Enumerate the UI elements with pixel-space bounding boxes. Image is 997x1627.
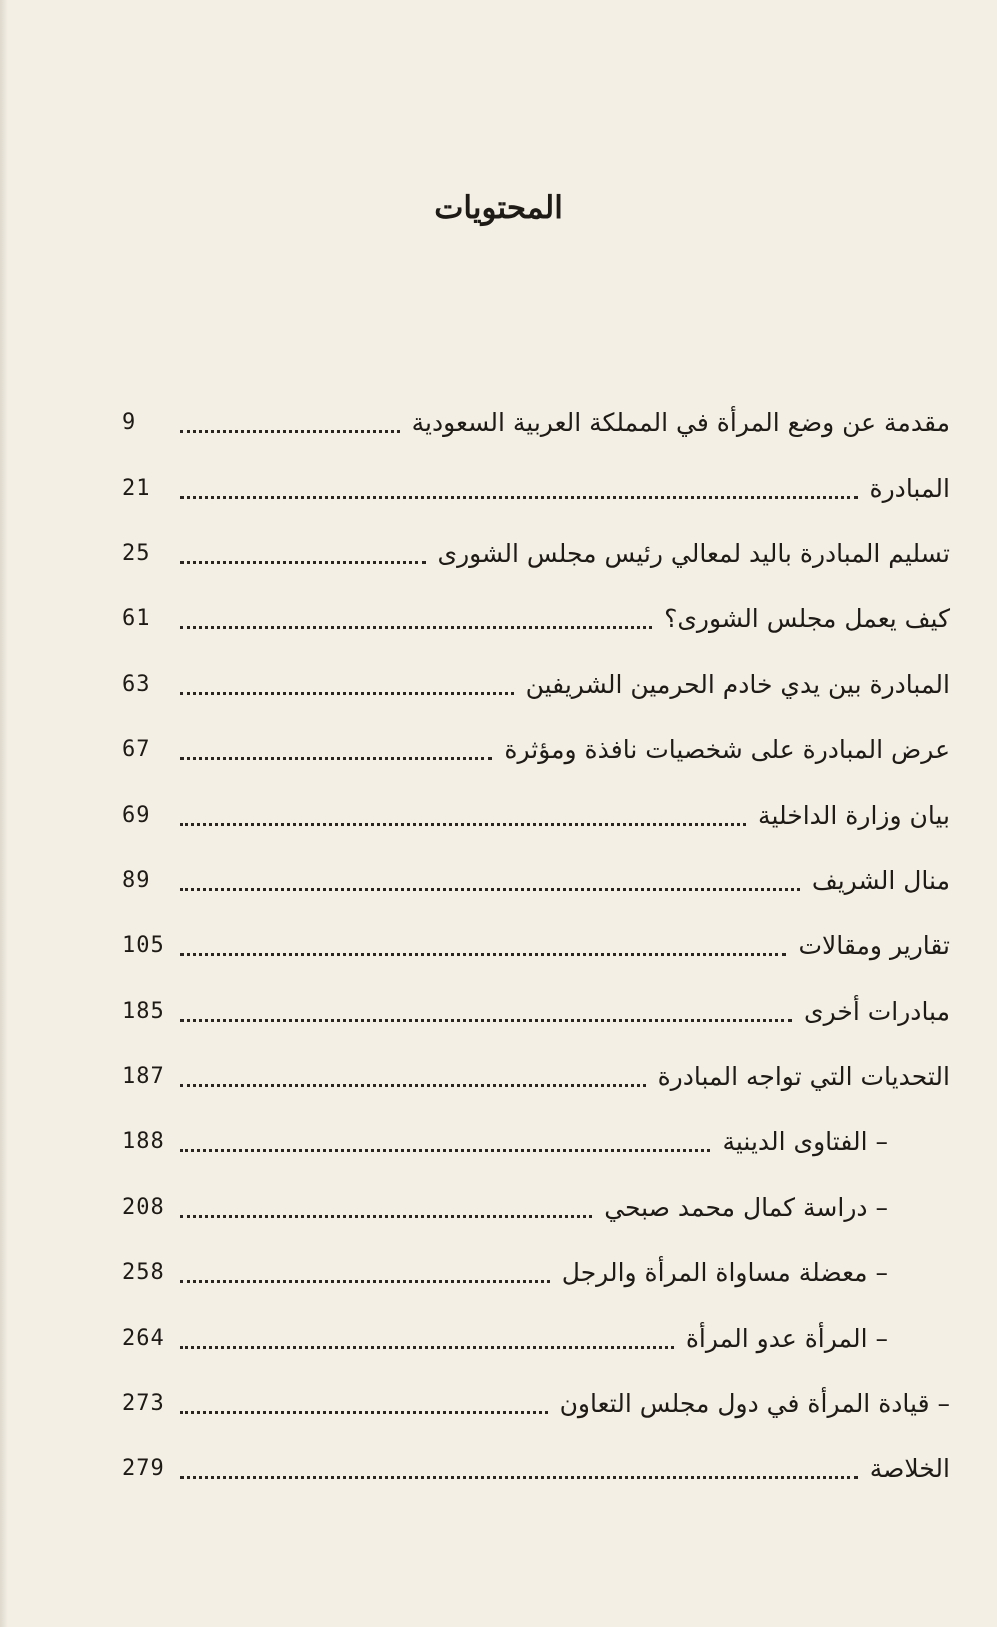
toc-entry-title: تسليم المبادرة باليد لمعالي رئيس مجلس الشورى — [437, 538, 950, 568]
dot-leader — [180, 1215, 592, 1218]
dot-leader — [180, 1280, 550, 1283]
toc-entry-title: الخلاصة — [869, 1454, 950, 1484]
toc-entry-title: – معضلة مساواة المرأة والرجل — [562, 1258, 888, 1287]
toc-entry-title: – الفتاوى الدينية — [722, 1127, 888, 1156]
toc-entry-title: تقارير ومقالات — [798, 931, 950, 961]
page-title: المحتويات — [434, 190, 563, 226]
toc-entry — [122, 1044, 950, 1109]
dot-leader — [180, 626, 652, 629]
toc-entry — [122, 455, 950, 520]
toc-subentry — [122, 1240, 950, 1305]
toc-entry — [122, 521, 950, 586]
toc-page-number: 258 — [122, 1260, 165, 1286]
toc-page-number: 61 — [122, 606, 151, 632]
toc-entry — [122, 586, 950, 651]
dot-leader — [180, 1476, 858, 1479]
toc-page-number: 187 — [122, 1064, 165, 1090]
toc-entry-title: – المرأة عدو المرأة — [686, 1324, 888, 1353]
toc-entry — [122, 717, 950, 782]
toc-page-number: 105 — [122, 933, 165, 959]
toc-entry — [122, 979, 950, 1044]
toc-entry-title: مقدمة عن وضع المرأة في المملكة العربية السعودية — [411, 408, 950, 438]
dot-leader — [180, 823, 746, 826]
dot-leader — [180, 430, 400, 433]
toc-entry-title: المبادرة بين يدي خادم الحرمين الشريفين — [525, 669, 950, 699]
toc-subentry — [122, 1175, 950, 1240]
toc-page-number: 21 — [122, 475, 151, 501]
toc-entry-title: التحديات التي تواجه المبادرة — [657, 1062, 950, 1092]
toc-entry — [122, 1436, 950, 1501]
toc-entry — [122, 652, 950, 717]
toc-page-number: 273 — [122, 1391, 165, 1417]
toc-page-number: 25 — [122, 540, 151, 566]
dot-leader — [180, 1084, 646, 1087]
toc-entry-title: بيان وزارة الداخلية — [758, 800, 950, 830]
dot-leader — [180, 561, 426, 564]
toc-page-number: 208 — [122, 1194, 165, 1220]
table-of-contents — [122, 390, 950, 1502]
toc-entry — [122, 848, 950, 913]
toc-entry-title: مبادرات أخرى — [804, 996, 950, 1026]
toc-subentry — [122, 1371, 997, 1436]
toc-page-number: 89 — [122, 867, 151, 893]
toc-entry-title: منال الشريف — [811, 865, 950, 895]
dot-leader — [180, 1411, 548, 1414]
dot-leader — [180, 1149, 710, 1152]
toc-page-number: 9 — [122, 410, 137, 436]
dot-leader — [180, 953, 786, 956]
dot-leader — [180, 888, 800, 891]
dot-leader — [180, 496, 858, 499]
dot-leader — [180, 1346, 674, 1349]
toc-page-number: 69 — [122, 802, 151, 828]
toc-page-number: 63 — [122, 671, 151, 697]
toc-entry-title: عرض المبادرة على شخصيات نافذة ومؤثرة — [504, 735, 950, 765]
toc-entry-title: المبادرة — [869, 473, 950, 503]
toc-entry-title: – قيادة المرأة في دول مجلس التعاون — [560, 1389, 950, 1418]
toc-entry-title: كيف يعمل مجلس الشورى؟ — [664, 604, 950, 634]
toc-page-number: 279 — [122, 1456, 165, 1482]
toc-entry — [122, 913, 950, 978]
toc-entry — [122, 390, 950, 455]
toc-subentry — [122, 1109, 950, 1174]
toc-page-number: 185 — [122, 998, 165, 1024]
dot-leader — [180, 1019, 792, 1022]
toc-entry — [122, 782, 950, 847]
toc-page-number: 67 — [122, 737, 151, 763]
toc-entry-title: – دراسة كمال محمد صبحي — [604, 1193, 888, 1222]
dot-leader — [180, 757, 492, 760]
toc-page-number: 264 — [122, 1325, 165, 1351]
dot-leader — [180, 692, 514, 695]
toc-subentry — [122, 1305, 950, 1370]
toc-page-number: 188 — [122, 1129, 165, 1155]
